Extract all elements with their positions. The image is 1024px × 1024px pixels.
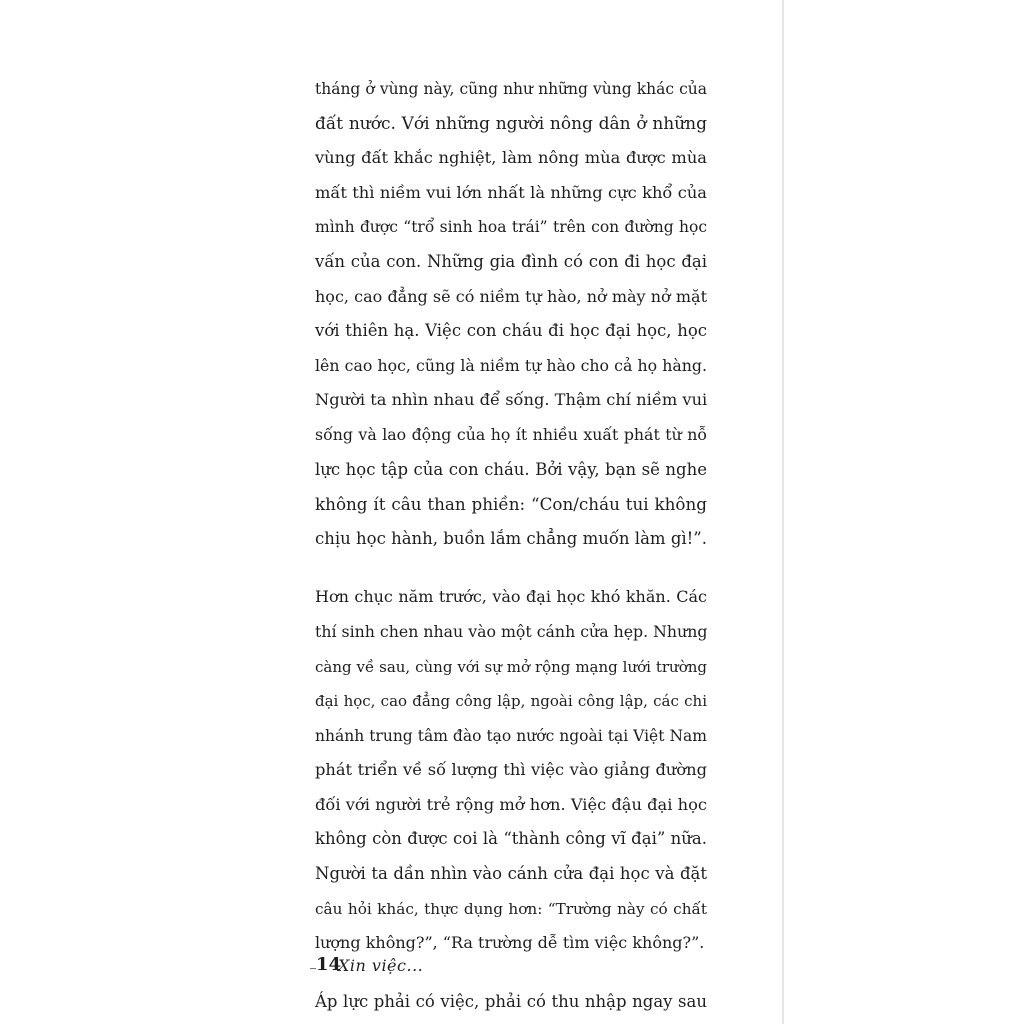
body-text — [315, 72, 707, 1019]
text-line: lên cao học, cũng là niềm tự hào cho cả họ hàng. — [315, 355, 707, 375]
page-number: 14 — [316, 954, 342, 975]
text-line: Người ta nhìn nhau để sống. Thậm chí niềm vui — [315, 390, 708, 410]
paragraph-1 — [315, 72, 707, 556]
text-line: sống và lao động của họ ít nhiều xuất phát từ nỗ — [315, 424, 707, 444]
text-line: mất thì niềm vui lớn nhất là những cực khổ của — [315, 182, 707, 202]
text-line: vùng đất khắc nghiệt, làm nông mùa được mùa — [315, 148, 707, 168]
text-line: lượng không?”, “Ra trường dễ tìm việc không?”. — [315, 933, 705, 953]
text-line: học, cao đẳng sẽ có niềm tự hào, nở mày nở mặt — [315, 286, 707, 306]
text-line: vấn của con. Những gia đình có con đi học đại — [315, 251, 707, 271]
text-line: với thiên hạ. Việc con cháu đi học đại học, học — [315, 321, 707, 341]
text-line: tháng ở vùng này, cũng như những vùng khác của — [315, 80, 707, 98]
text-line: không còn được coi là “thành công vĩ đại” nữa. — [315, 829, 707, 849]
paragraph-2 — [315, 580, 707, 961]
text-line: càng về sau, cùng với sự mở rộng mạng lưới trường — [315, 657, 707, 676]
text-line: thí sinh chen nhau vào một cánh cửa hẹp. Nhưng — [315, 621, 708, 641]
paragraph-3 — [315, 985, 707, 1020]
text-line: đại học, cao đẳng công lập, ngoài công lập, các chi — [315, 692, 707, 711]
page-edge — [782, 0, 784, 1024]
text-line: đất nước. Với những người nông dân ở những — [315, 113, 707, 134]
text-line: câu hỏi khác, thực dụng hơn: “Trường này có chất — [315, 899, 707, 918]
running-title: Xin việc... — [338, 956, 424, 975]
text-line: phát triển về số lượng thì việc vào giảng đường — [315, 760, 707, 780]
text-line: đối với người trẻ rộng mở hơn. Việc đậu đại học — [315, 794, 707, 814]
text-line: lực học tập của con cháu. Bởi vậy, bạn sẽ nghe — [315, 459, 707, 479]
text-line: Hơn chục năm trước, vào đại học khó khăn. Các — [315, 587, 707, 607]
book-page — [245, 0, 783, 1024]
text-line: chịu học hành, buồn lắm chẳng muốn làm gì!”. — [315, 528, 707, 548]
text-line: nhánh trung tâm đào tạo nước ngoài tại Việt Nam — [315, 726, 707, 745]
text-line: Người ta dần nhìn vào cánh cửa đại học và đặt — [315, 864, 707, 884]
text-line: mình được “trổ sinh hoa trái” trên con đường học — [315, 218, 707, 237]
text-line: không ít câu than phiền: “Con/cháu tui không — [315, 494, 707, 515]
text-line: Áp lực phải có việc, phải có thu nhập ngay sau — [315, 991, 707, 1011]
paragraph-gap — [315, 556, 707, 580]
